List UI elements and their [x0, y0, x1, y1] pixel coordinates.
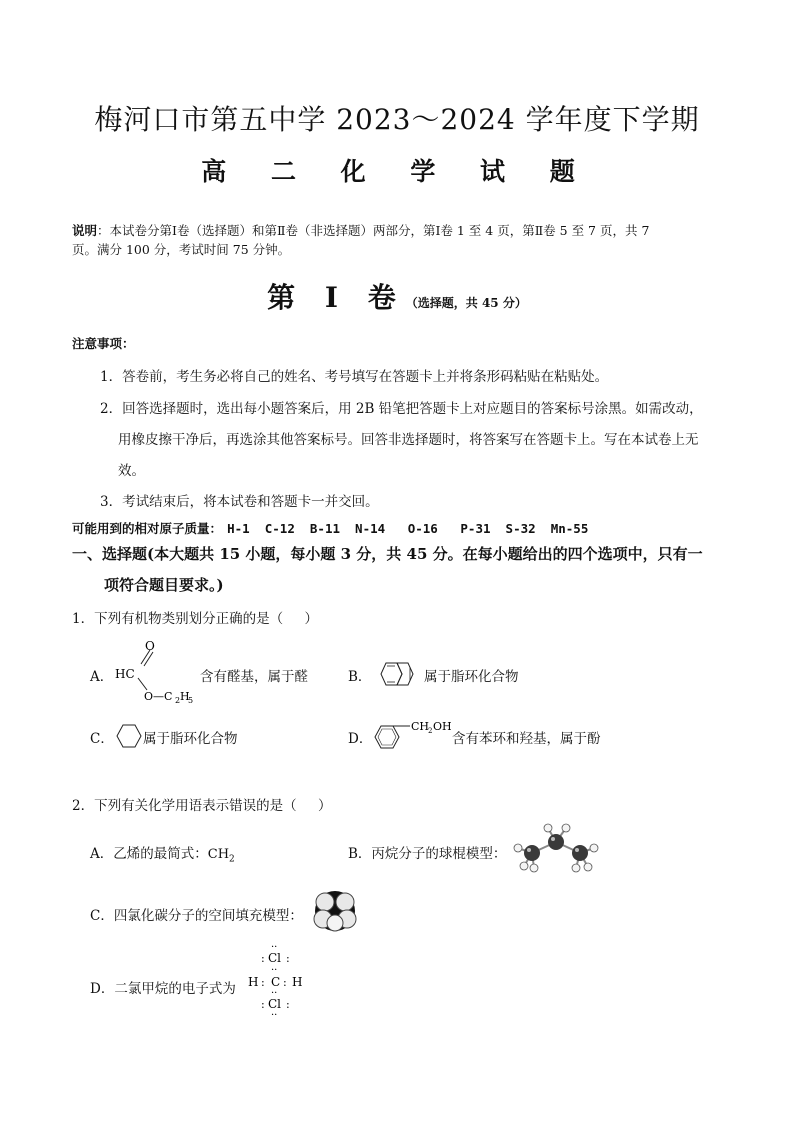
- q2-a-sub: 2: [229, 854, 235, 865]
- page-title: 梅河口市第五中学 2023～2024 学年度下学期: [94, 103, 700, 136]
- q2-d-colon-6: :: [286, 998, 290, 1011]
- q1-option-c-label: C．: [90, 731, 114, 747]
- q2-d-dots-bottom: ··: [271, 1010, 278, 1020]
- q2-a-formula: CH: [207, 847, 230, 862]
- q2-d-c: C: [271, 975, 281, 989]
- q2-d-colon-3: :: [261, 976, 265, 989]
- naphthalene-structure-icon: [373, 660, 425, 690]
- q1-option-c-text: 属于脂环化合物: [143, 731, 238, 747]
- part1-title: 第 Ⅰ 卷: [267, 281, 406, 314]
- atomic-masses-label: 可能用到的相对原子质量：: [72, 521, 223, 536]
- q1-a-h-text: H: [180, 690, 190, 703]
- q2-d-h-right: H: [292, 975, 303, 989]
- q2-option-c-label: C．四氯化碳分子的空间填充模型：: [90, 908, 303, 924]
- notice-item-2-line1: 2．回答选择题时，选出每小题答案后，用 2B 铅笔把答题卡上对应题目的答案标号涂黑。如需改动，: [100, 401, 703, 417]
- part1-heading: [0, 276, 794, 316]
- q2-d-colon-4: :: [283, 976, 287, 989]
- q1-a-sub5-text: 5: [188, 696, 194, 705]
- q2-d-cl-bottom: Cl: [268, 997, 282, 1011]
- q2-d-h-left: H: [248, 975, 259, 989]
- q2-d-dots-mid1: ··: [271, 965, 278, 976]
- ethyl-formate-structure-icon: [112, 638, 202, 708]
- section1-line1: 一、选择题(本大题共 15 小题，每小题 3 分，共 45 分。在每小题给出的四个选项中，只有一: [72, 545, 703, 563]
- q1-option-b-label: B．: [348, 669, 372, 685]
- section1-line2: 项符合题目要求。): [104, 576, 224, 594]
- notice-item-1: 1．答卷前，考生务必将自己的姓名、考号填写在答题卡上并将条形码粘贴在粘贴处。: [100, 369, 609, 385]
- q1-d-ch-text: CH: [411, 720, 430, 733]
- q1-option-a-text: 含有醛基，属于醛: [200, 669, 308, 685]
- benzyl-alcohol-structure-icon: [372, 718, 454, 752]
- part1-note: （选择题，共 45 分）: [405, 296, 527, 310]
- dichloromethane-electron-formula: [244, 940, 310, 1020]
- notices-heading: 注意事项：: [72, 336, 135, 351]
- instructions-label: 说明: [72, 223, 98, 238]
- instructions-line2: 页。满分 100 分，考试时间 75 分钟。: [72, 242, 291, 257]
- atomic-masses-values: H-1 C-12 B-11 N-14 O-16 P-31 S-32 Mn-55: [227, 521, 589, 536]
- q2-d-dots-top: ··: [271, 942, 278, 953]
- q2-d-colon-1: :: [261, 952, 265, 965]
- space-filling-model-icon: [310, 889, 360, 933]
- q1-stem: 1．下列有机物类别划分正确的是（ ）: [72, 611, 319, 627]
- q2-d-colon-5: :: [261, 998, 265, 1011]
- q2-d-colon-2: :: [286, 952, 290, 965]
- q2-option-a: [90, 842, 235, 865]
- q1-a-sub2-text: 2: [175, 696, 181, 705]
- notice-item-2-line3: 效。: [118, 463, 145, 479]
- q2-option-b-label: B．丙烷分子的球棍模型：: [348, 846, 507, 862]
- notice-item-3: 3．考试结束后，将本试卷和答题卡一并交回。: [100, 494, 379, 510]
- q2-option-a-label: A．乙烯的最简式：: [90, 846, 208, 862]
- q1-a-hc-text: HC: [115, 667, 135, 681]
- q1-option-b-text: 属于脂环化合物: [424, 669, 519, 685]
- page-subtitle: 高 二 化 学 试 题: [201, 157, 593, 186]
- q2-d-dots-mid2: ··: [271, 988, 278, 999]
- q1-option-d-text: 含有苯环和羟基，属于酚: [452, 731, 601, 747]
- q1-a-o-text: O: [145, 639, 155, 653]
- q1-a-oc-text: O—C: [144, 690, 173, 703]
- notice-item-2-line2: 用橡皮擦干净后，再选涂其他答案标号。回答非选择题时，将答案写在答题卡上。写在本试卷上无: [118, 432, 699, 448]
- instructions-line1: 说明：本试卷分第Ⅰ卷（选择题）和第Ⅱ卷（非选择题）两部分，第Ⅰ卷 1 至 4 页，第Ⅱ卷 5 至 7 页，共 7: [72, 223, 650, 238]
- q2-option-d-label: D．二氯甲烷的电子式为: [90, 981, 236, 997]
- q1-d-oh-text: OH: [433, 720, 452, 733]
- atomic-masses: [72, 518, 588, 538]
- q2-d-cl-top: Cl: [268, 951, 282, 965]
- q2-stem: 2．下列有关化学用语表示错误的是（ ）: [72, 798, 332, 814]
- q1-d-sub2-text: 2: [428, 727, 433, 735]
- q1-option-a-label: A．: [90, 669, 114, 685]
- cyclohexane-structure-icon: [115, 722, 143, 750]
- ball-and-stick-model-icon: [510, 822, 602, 878]
- q1-option-d-label: D．: [348, 731, 373, 747]
